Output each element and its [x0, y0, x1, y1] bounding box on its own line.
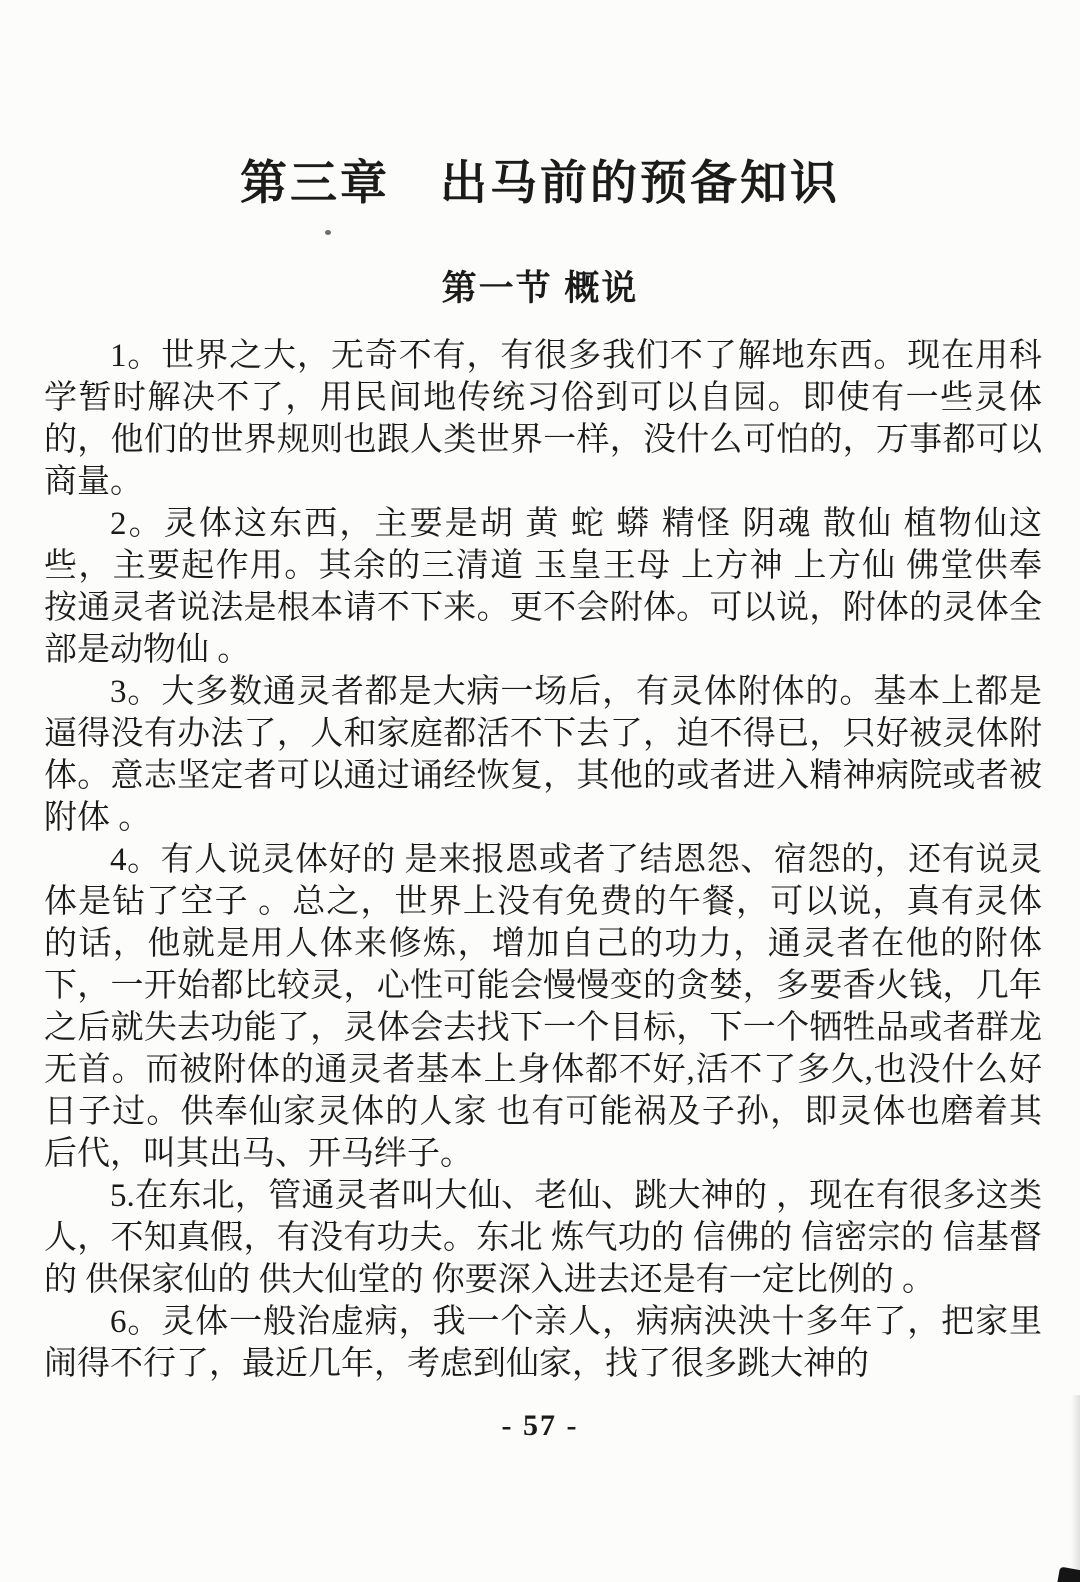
body-text [44, 335, 1042, 1385]
chapter-title: 第三章 出马前的预备知识 [240, 156, 840, 210]
section-title: 第一节 概说 [441, 269, 639, 309]
paragraph-1: 1。世界之大，无奇不有，有很多我们不了解地东西。现在用科学暂时解决不了，用民间地传统习俗到可以自园。即使有一些灵体的，他们的世界规则也跟人类世界一样，没什么可怕的，万事都可以商量。 [44, 338, 1042, 501]
ink-speck [325, 230, 331, 235]
paragraph-2: 2。灵体这东西，主要是胡 黄 蛇 蟒 精怪 阴魂 散仙 植物仙这些，主要起作用。其余的三清道 玉皇王母 上方神 上方仙 佛堂供奉 按通灵者说法是根本请不下来。更不会附体。可以说，附体的灵体全部是动物仙 。 [44, 506, 1043, 669]
scan-edge-shadow [1071, 1395, 1080, 1582]
page-number: - 57 - [501, 1409, 579, 1443]
paragraph-5: 5.在东北，管通灵者叫大仙、老仙、跳大神的 ，现在有很多这类人，不知真假，有没有功夫。东北 炼气功的 信佛的 信密宗的 信基督的 供保家仙的 供大仙堂的 你要深入进去还是有一定比例的 。 [44, 1178, 1042, 1299]
paragraph-3: 3。大多数通灵者都是大病一场后，有灵体附体的。基本上都是逼得没有办法了，人和家庭都活不下去了，迫不得已，只好被灵体附体。意志坚定者可以通过诵经恢复，其他的或者进入精神病院或者被附体 。 [44, 674, 1042, 837]
scan-corner-mark [1056, 1567, 1080, 1582]
paragraph-6: 6。灵体一般治虚病，我一个亲人，病病泱泱十多年了，把家里闹得不行了，最近几年，考虑到仙家，找了很多跳大神的 [44, 1304, 1042, 1383]
paragraph-4: 4。有人说灵体好的 是来报恩或者了结恩怨、宿怨的，还有说灵体是钻了空子 。总之，世界上没有免费的午餐，可以说，真有灵体的话，他就是用人体来修炼，增加自己的功力，通灵者在他的附体下，一开始都比较灵，心性可能会慢慢变的贪婪，多要香火钱，几年之后就失去功能了，灵体会去找下一个目标，下一个牺牲品或者群龙无首。而被附体的通灵者基本上身体都不好,活不了多久,也没什么好日子过。供奉仙家灵体的人家 也有可能祸及子孙，即灵体也磨着其后代，叫其出马、开马绊子。 [44, 842, 1042, 1173]
